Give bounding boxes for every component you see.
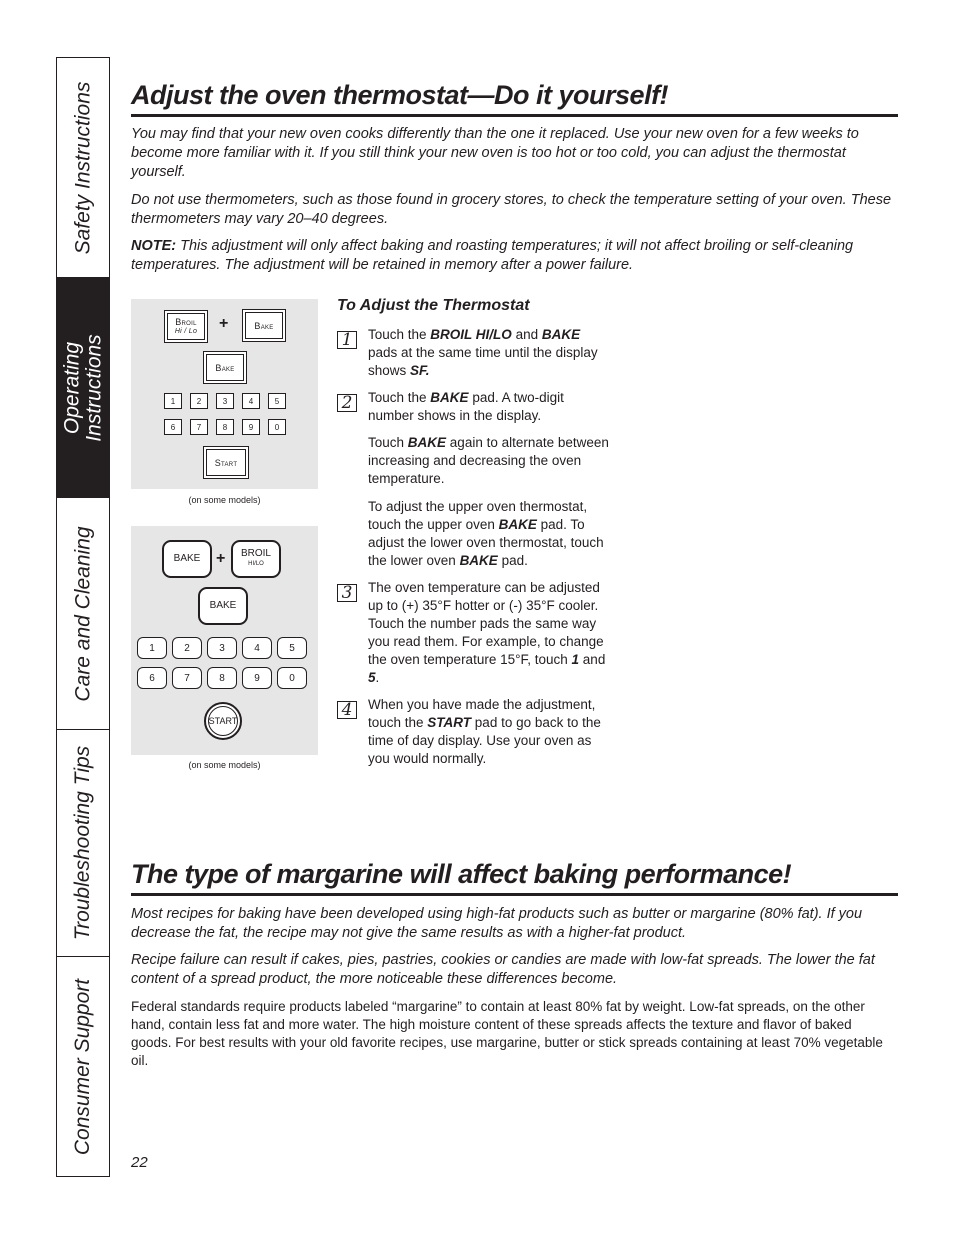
bake-pad: Bake	[203, 351, 247, 384]
page-number: 22	[131, 1154, 148, 1171]
steps-heading: To Adjust the Thermostat	[337, 297, 530, 314]
control-panel-diagram-1	[131, 299, 318, 489]
number-pad-3: 3	[216, 393, 234, 409]
section2-title: The type of margarine will affect baking performance!	[131, 859, 792, 889]
section2-para3: Federal standards require products labeled “margarine” to contain at least 80% fat by weight. Low-fat spreads, on the other hand, contain less fat and more water. The high moisture content of these spreads affects the texture and flavor of baked goods. For best results with your old favorite recipes, use margarine, butter or stick spreads containing at least 70% vegetable oil.	[131, 999, 883, 1068]
bake-pad-top: Bake	[242, 309, 286, 342]
tab-troubleshooting-tips[interactable]	[57, 730, 110, 957]
number-pad-7: 7	[172, 667, 202, 689]
section2-para1: Most recipes for baking have been developed using high-fat products such as butter or margarine (80% fat). If you decrease the fat, the recipe may not give the same results as with a higher-fat product.	[131, 906, 863, 941]
tab-label-line2: Instructions	[82, 333, 106, 442]
number-pad-4: 4	[242, 637, 272, 659]
tab-label: Safety Instructions	[71, 81, 95, 254]
note-label: NOTE:	[131, 238, 177, 254]
tab-label: Care and Cleaning	[71, 525, 95, 702]
bake-pad: BAKE	[198, 587, 248, 625]
start-pad: START	[204, 702, 242, 740]
number-pad-7: 7	[190, 419, 208, 435]
bake-pad-top: BAKE	[162, 540, 212, 578]
title-rule	[131, 114, 898, 117]
number-pad-4: 4	[242, 393, 260, 409]
broil-hi-lo-pad: Broil Hi / Lo	[164, 310, 208, 343]
tab-label: Consumer Support	[71, 978, 95, 1156]
number-pad-1: 1	[137, 637, 167, 659]
control-panel-diagram-2	[131, 526, 318, 755]
section1-para1: You may find that your new oven cooks differently than the one it replaced. Use your new oven for a few weeks to become more familiar with it. If you still think your new oven is too hot or too cold, you can adjust the thermostat yourself.	[131, 126, 859, 180]
start-pad: Start	[203, 446, 249, 479]
title-rule	[131, 893, 898, 896]
tab-consumer-support[interactable]	[57, 957, 110, 1177]
number-pad-2: 2	[172, 637, 202, 659]
number-pad-8: 8	[216, 419, 234, 435]
number-pad-1: 1	[164, 393, 182, 409]
step-2-text-b: Touch BAKE again to alternate between increasing and decreasing the oven temperature.	[368, 435, 609, 486]
panel2-caption: (on some models)	[188, 760, 261, 770]
tab-label	[62, 334, 106, 441]
step-number-2: 2	[337, 394, 357, 412]
side-tab-strip	[56, 57, 110, 1177]
section2-para2: Recipe failure can result if cakes, pies, pastries, cookies or candies are made with low-fat spreads. The lower the fat content of a spread product, the more noticeable these differences become.	[131, 952, 875, 987]
step-number-3: 3	[337, 584, 357, 602]
number-pad-9: 9	[242, 667, 272, 689]
number-pad-5: 5	[268, 393, 286, 409]
tab-label: Troubleshooting Tips	[71, 745, 95, 941]
number-pad-9: 9	[242, 419, 260, 435]
plus-sign: +	[216, 550, 226, 567]
step-2-text: Touch the BAKE pad. A two-digit number shows in the display.	[368, 390, 564, 423]
panel1-caption: (on some models)	[188, 495, 261, 505]
broil-hi-lo-pad: BROIL HI/LO	[231, 540, 281, 578]
number-pad-6: 6	[137, 667, 167, 689]
step-number-1: 1	[337, 331, 357, 349]
number-pad-0: 0	[268, 419, 286, 435]
plus-sign: +	[219, 315, 229, 332]
tab-safety-instructions[interactable]	[57, 58, 110, 278]
step-2-text-c: To adjust the upper oven thermostat, touch the upper oven BAKE pad. To adjust the lower oven thermostat, touch the lower oven BAKE pad.	[368, 499, 604, 568]
number-pad-2: 2	[190, 393, 208, 409]
tab-label-line1: Operating	[60, 341, 84, 434]
section1-para2: Do not use thermometers, such as those found in grocery stores, to check the temperature setting of your oven. These thermometers may vary 20–40 degrees.	[131, 192, 892, 227]
step-1-text: Touch the BROIL HI/LO and BAKE pads at the same time until the display shows SF.	[368, 327, 598, 378]
step-number-4: 4	[337, 701, 357, 719]
section1-note	[131, 237, 893, 275]
number-pad-3: 3	[207, 637, 237, 659]
number-pad-0: 0	[277, 667, 307, 689]
step-4-text: When you have made the adjustment, touch the START pad to go back to the time of day display. Use your oven as you would normally.	[368, 697, 601, 766]
number-pad-8: 8	[207, 667, 237, 689]
tab-operating-instructions[interactable]	[57, 278, 110, 498]
number-pad-6: 6	[164, 419, 182, 435]
number-pad-5: 5	[277, 637, 307, 659]
section1-title: Adjust the oven thermostat—Do it yourself!	[131, 80, 669, 110]
tab-care-and-cleaning[interactable]	[57, 498, 110, 730]
note-text: This adjustment will only affect baking and roasting temperatures; it will not affect broiling or self-cleaning temperatures. The adjustment will be retained in memory after a power failure.	[131, 238, 854, 273]
step-3-text: The oven temperature can be adjusted up to (+) 35°F hotter or (-) 35°F cooler. Touch the number pads the same way you read them. For example, to change the oven temperature 15°F, touch 1 and 5.	[368, 580, 606, 685]
